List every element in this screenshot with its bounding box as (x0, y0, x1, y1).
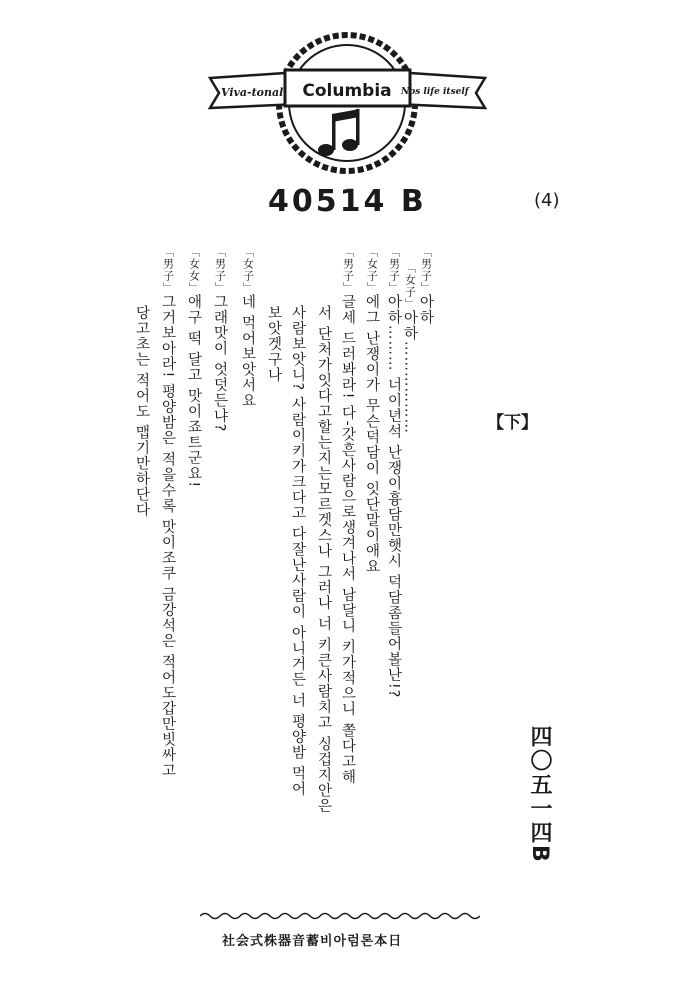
speaker-label: 「女女」 (187, 246, 201, 294)
speaker-label: 「男子」 (387, 246, 401, 294)
lyric-column (212, 246, 227, 432)
lyric-text: 당고초는 적어도 맵기만하단다 (133, 305, 150, 518)
catalog-number: 40514 B (268, 184, 427, 219)
lyric-text: 그거보아라! 평양밤은 적을수록 맛이조쿠 금강석은 적어도갑만빗싸고 (159, 294, 176, 779)
lyric-column (160, 246, 175, 778)
lyric-column (186, 246, 201, 488)
lyric-text: 아하……… 너이년석 난쟁이흉담만햇시 덕담좀들어볼난!? (385, 294, 402, 699)
lyric-text: 에그 난쟁이가 무슨덕담이 잇단말이애요 (363, 294, 380, 575)
page-number: (4) (534, 190, 560, 211)
lyric-column (290, 305, 305, 797)
logo-left-banner: Viva-tonal (221, 86, 284, 99)
lyric-text: 사람보앗니? 사람이키가크다고 다잘난사람이 아니거든 너 평양밤 먹어 (289, 305, 306, 797)
speaker-label: 「男子」 (419, 246, 433, 294)
speaker-label: 「女子」 (403, 262, 417, 310)
lyric-text: 애구 떡 달고 맛이죠트군요! (185, 294, 202, 489)
lyric-column (364, 246, 379, 574)
lyric-text: 아하 (417, 294, 434, 325)
lyric-column (402, 262, 417, 434)
speaker-label: 「女子」 (241, 246, 255, 294)
publisher-name: 社会式株器音蓄비아럼론本日 (222, 934, 403, 949)
lyric-text: 그래맛이 엇덧든냐? (211, 294, 228, 433)
lyric-column (240, 246, 255, 408)
lyric-column (316, 305, 331, 814)
speaker-label: 「男子」 (161, 246, 175, 294)
lyric-column (266, 305, 281, 383)
volume-marker: 【下】 (487, 413, 538, 433)
lyric-text: 아하……………… (401, 310, 418, 434)
lyric-column (386, 246, 401, 698)
speaker-label: 「男子」 (213, 246, 227, 294)
lyric-column (418, 246, 433, 325)
lyric-column (134, 305, 149, 518)
columbia-logo (205, 28, 490, 178)
wavy-divider (200, 911, 480, 921)
lyric-text: 네 먹어보앗서요 (239, 294, 256, 409)
logo-right-banner: Nos life itself (401, 87, 469, 97)
speaker-label: 「男子」 (341, 246, 355, 294)
logo-brand: Columbia (302, 81, 392, 101)
lyric-text: 보앗겟구나 (265, 305, 282, 383)
lyric-text: 글세 드러봐라! 다-갓흔사람으로생겨나서 남달니 키가적으니 쫄다고해 (339, 294, 356, 785)
lyric-text: 서 단처가잇다고할는지는모르겟스나 그러나 너 키큰사람치고 싱겁지안은 (315, 305, 332, 814)
lyric-column (340, 246, 355, 785)
side-catalog-code: 四〇五一四B (527, 725, 552, 864)
speaker-label: 「女子」 (365, 246, 379, 294)
